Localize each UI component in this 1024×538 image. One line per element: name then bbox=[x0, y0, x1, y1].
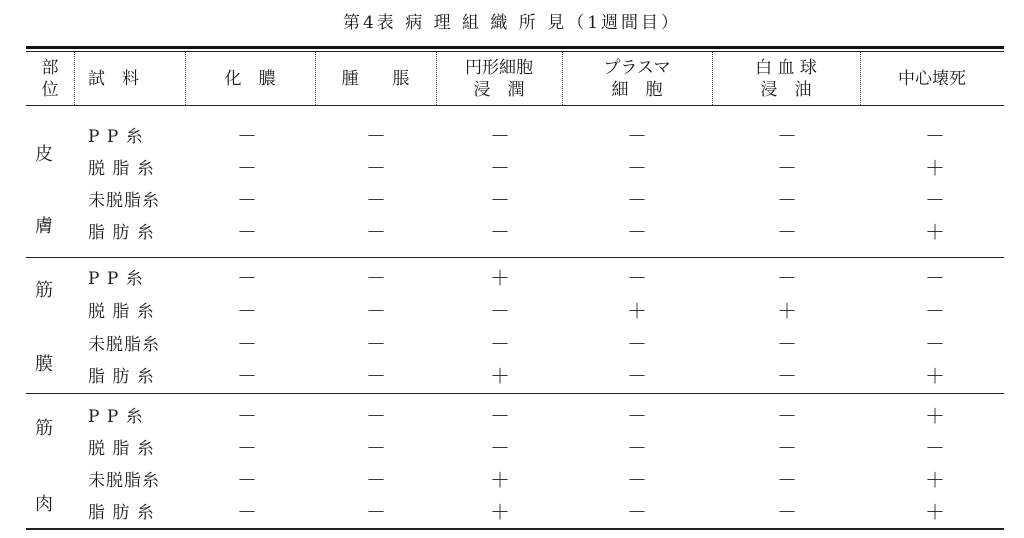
result-mark: － bbox=[366, 468, 386, 492]
result-mark: － bbox=[925, 188, 945, 212]
result-mark: － bbox=[777, 156, 797, 180]
result-mark: － bbox=[366, 156, 386, 180]
result-mark: － bbox=[627, 156, 647, 180]
result-mark: － bbox=[237, 188, 257, 212]
result-mark: ＋ bbox=[490, 364, 510, 388]
result-mark: － bbox=[366, 500, 386, 524]
result-mark: － bbox=[237, 332, 257, 356]
result-mark: － bbox=[366, 404, 386, 428]
result-mark: － bbox=[925, 124, 945, 148]
result-mark: ＋ bbox=[490, 266, 510, 290]
result-mark: － bbox=[627, 436, 647, 460]
group-rule-2 bbox=[26, 393, 1004, 394]
top-rule bbox=[26, 46, 1004, 49]
result-mark: － bbox=[490, 299, 510, 323]
thread-label: P P 糸 bbox=[88, 127, 144, 147]
result-mark: － bbox=[366, 436, 386, 460]
result-mark: ＋ bbox=[925, 404, 945, 428]
thread-label: 未脱脂糸 bbox=[88, 335, 160, 355]
result-mark: － bbox=[777, 436, 797, 460]
result-mark: － bbox=[627, 266, 647, 290]
thread-label: P P 糸 bbox=[88, 269, 144, 289]
result-mark: － bbox=[366, 220, 386, 244]
result-mark: － bbox=[366, 188, 386, 212]
result-mark: － bbox=[777, 404, 797, 428]
group-rule-1 bbox=[26, 257, 1004, 258]
thread-label: 脱 脂 糸 bbox=[88, 302, 155, 322]
result-mark: ＋ bbox=[925, 468, 945, 492]
header-sample: 試 料 bbox=[88, 68, 139, 89]
result-mark: － bbox=[627, 332, 647, 356]
site-label: 肉 bbox=[35, 494, 53, 515]
result-mark: － bbox=[237, 124, 257, 148]
result-mark: － bbox=[627, 364, 647, 388]
result-mark: － bbox=[490, 220, 510, 244]
site-label: 皮 bbox=[35, 144, 53, 165]
result-mark: － bbox=[237, 299, 257, 323]
result-mark: － bbox=[777, 332, 797, 356]
result-mark: － bbox=[237, 156, 257, 180]
thread-label: 脂 肪 糸 bbox=[88, 223, 155, 243]
header-swelling: 腫 脹 bbox=[341, 68, 410, 89]
result-mark: － bbox=[925, 299, 945, 323]
result-mark: － bbox=[490, 156, 510, 180]
result-mark: － bbox=[627, 468, 647, 492]
result-mark: － bbox=[237, 468, 257, 492]
result-mark: － bbox=[490, 124, 510, 148]
result-mark: ＋ bbox=[925, 220, 945, 244]
result-mark: ＋ bbox=[925, 500, 945, 524]
result-mark: ＋ bbox=[925, 364, 945, 388]
header-plasma-cell: プラスマ 細 胞 bbox=[603, 57, 671, 100]
thread-label: 未脱脂糸 bbox=[88, 471, 160, 491]
thread-label: 脂 肪 糸 bbox=[88, 367, 155, 387]
header-pus: 化 膿 bbox=[224, 68, 276, 89]
header-round-cell-infiltration: 円形細胞 浸 潤 bbox=[465, 57, 533, 100]
thread-label: P P 糸 bbox=[88, 407, 144, 427]
result-mark: － bbox=[627, 124, 647, 148]
result-mark: － bbox=[777, 364, 797, 388]
site-label: 筋 bbox=[35, 418, 53, 439]
site-label: 筋 bbox=[35, 280, 53, 301]
result-mark: － bbox=[237, 220, 257, 244]
result-mark: ＋ bbox=[627, 299, 647, 323]
result-mark: － bbox=[237, 266, 257, 290]
header-rule bbox=[26, 105, 1004, 106]
result-mark: ＋ bbox=[490, 500, 510, 524]
result-mark: － bbox=[490, 188, 510, 212]
result-mark: － bbox=[237, 404, 257, 428]
result-mark: － bbox=[237, 500, 257, 524]
result-mark: － bbox=[627, 220, 647, 244]
result-mark: － bbox=[925, 332, 945, 356]
result-mark: － bbox=[366, 266, 386, 290]
result-mark: － bbox=[777, 468, 797, 492]
result-mark: － bbox=[777, 266, 797, 290]
result-mark: － bbox=[366, 332, 386, 356]
result-mark: － bbox=[627, 404, 647, 428]
thread-label: 脱 脂 糸 bbox=[88, 439, 155, 459]
site-label: 膚 bbox=[35, 216, 53, 237]
result-mark: － bbox=[366, 124, 386, 148]
result-mark: － bbox=[777, 188, 797, 212]
header-central-necrosis: 中心壊死 bbox=[898, 68, 966, 89]
table-title: 第4表 病 理 組 織 所 見（1週間目） bbox=[342, 13, 682, 33]
result-mark: － bbox=[777, 220, 797, 244]
thread-label: 脱 脂 糸 bbox=[88, 159, 155, 179]
result-mark: － bbox=[777, 500, 797, 524]
result-mark: － bbox=[366, 364, 386, 388]
site-label: 膜 bbox=[35, 354, 53, 375]
thread-label: 脂 肪 糸 bbox=[88, 503, 155, 523]
result-mark: ＋ bbox=[777, 299, 797, 323]
result-mark: － bbox=[627, 500, 647, 524]
result-mark: － bbox=[925, 436, 945, 460]
result-mark: － bbox=[490, 332, 510, 356]
thread-label: 未脱脂糸 bbox=[88, 191, 160, 211]
result-mark: ＋ bbox=[490, 468, 510, 492]
header-leukocyte: 白 血 球 浸 油 bbox=[755, 57, 817, 100]
result-mark: ＋ bbox=[925, 156, 945, 180]
bottom-rule bbox=[26, 528, 1004, 530]
result-mark: － bbox=[490, 436, 510, 460]
header-site: 部 位 bbox=[41, 57, 59, 100]
result-mark: － bbox=[237, 436, 257, 460]
result-mark: － bbox=[237, 364, 257, 388]
result-mark: － bbox=[925, 266, 945, 290]
result-mark: － bbox=[490, 404, 510, 428]
result-mark: － bbox=[366, 299, 386, 323]
result-mark: － bbox=[777, 124, 797, 148]
result-mark: － bbox=[627, 188, 647, 212]
